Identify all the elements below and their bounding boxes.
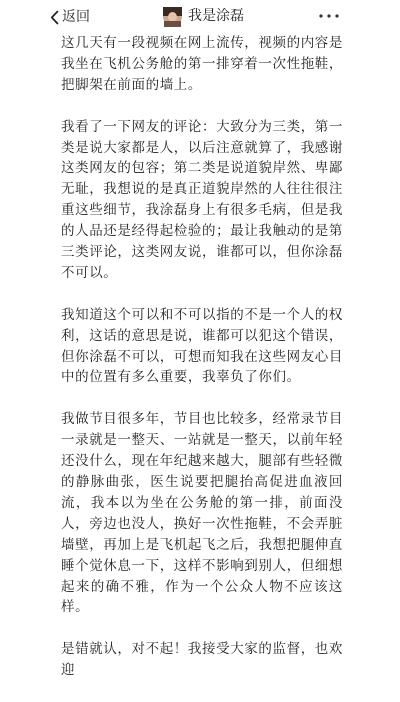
article-paragraph-4: 我做节目很多年，节目也比较多，经常录节目一录就是一整天、一站就是一整天，以前年轻还没什么，现在年纪越来越大，腿部有些轻微的静脉曲张，医生说要把腿抬高促进血液回流，我本以为坐在公务舱的第一排，前面没人，旁边也没人，换好一次性拖鞋，不会弄脏墙壁，再加上是飞机起飞之后，我想把腿伸直睡个觉休息一下，这样不影响到别人，但细想起来的确不雅，作为一个公众人物不应该这样。 [61,411,343,616]
avatar[interactable] [163,7,182,26]
more-dots-icon[interactable] [318,13,340,19]
article-paragraph-5: 是错就认，对不起！我接受大家的监督，也欢迎 [61,641,343,679]
top-nav-bar [0,0,400,32]
article-paragraph-2: 我看了一下网友的评论：大致分为三类，第一类是说大家都是人，以后注意就算了，我感谢这类网友的包容；第二类是说道貌岸然、卑鄙无耻，我想说的是真正道貌岸然的人往往很注重这些细节，我涂磊身上有很多毛病，但是我的人品还是经得起检验的；最让我触动的是第三类评论，这类网友说，谁都可以，但你涂磊不可以。 [61,118,343,281]
back-button[interactable] [50,7,90,27]
back-label: 返回 [62,9,90,25]
article-paragraph-1: 这几天有一段视频在网上流传，视频的内容是我坐在飞机公务舱的第一排穿着一次性拖鞋，把脚架在前面的墙上。 [61,35,343,93]
nav-title-group [163,6,244,26]
chevron-left-icon [50,10,59,25]
page-title: 我是涂磊 [188,8,244,24]
article-body [61,33,343,702]
article-paragraph-3: 我知道这个可以和不可以指的不是一个人的权利，这话的意思是说，谁都可以犯这个错误，但你涂磊不可以，可想而知我在这些网友心目中的位置有多么重要，我辜负了你们。 [61,306,343,386]
